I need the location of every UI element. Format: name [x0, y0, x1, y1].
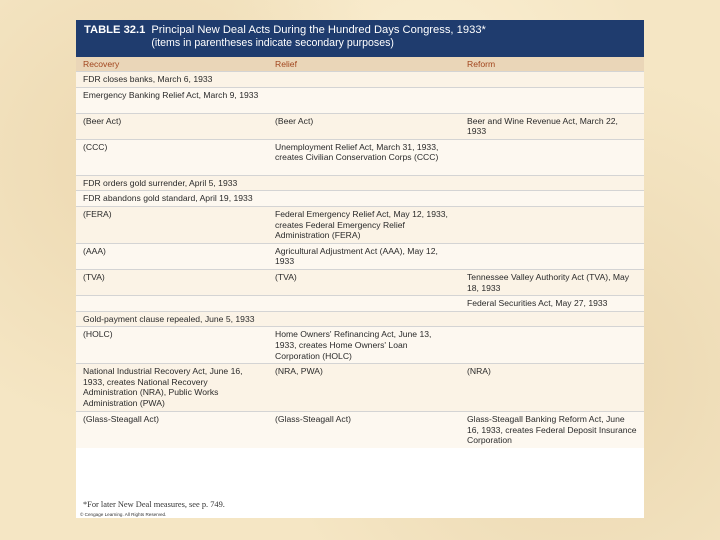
table-cell [460, 206, 644, 243]
new-deal-table [76, 57, 644, 448]
table-cell: Beer and Wine Revenue Act, March 22, 1933 [460, 113, 644, 139]
table-cell: (CCC) [76, 139, 268, 175]
table-row [76, 327, 644, 364]
footnote: *For later New Deal measures, see p. 749. [83, 500, 225, 509]
table-cell: FDR orders gold surrender, April 5, 1933 [76, 175, 268, 191]
table-cell: (Beer Act) [76, 113, 268, 139]
table-row [76, 412, 644, 448]
table-cell: Federal Emergency Relief Act, May 12, 1933, creates Federal Emergency Relief Administration (FERA) [268, 206, 460, 243]
table-title-bar [76, 20, 644, 57]
column-header-relief: Relief [268, 57, 460, 72]
table-row [76, 191, 644, 207]
table-row [76, 175, 644, 191]
table-row [76, 311, 644, 327]
copyright-notice: © Cengage Learning. All Rights Reserved. [80, 512, 167, 517]
table-cell [268, 87, 460, 113]
table-cell [460, 327, 644, 364]
table-cell: Emergency Banking Relief Act, March 9, 1933 [76, 87, 268, 113]
table-subtitle: (items in parentheses indicate secondary purposes) [151, 37, 394, 49]
table-cell: Tennessee Valley Authority Act (TVA), May 18, 1933 [460, 269, 644, 295]
table-cell: (NRA, PWA) [268, 364, 460, 412]
table-cell [460, 175, 644, 191]
table-cell [460, 87, 644, 113]
table-title: Principal New Deal Acts During the Hundred Days Congress, 1933* [151, 24, 486, 36]
table-cell: Gold-payment clause repealed, June 5, 1933 [76, 311, 268, 327]
table-panel [76, 20, 644, 518]
table-body [76, 72, 644, 448]
table-cell [460, 311, 644, 327]
table-cell [460, 139, 644, 175]
table-cell: National Industrial Recovery Act, June 16, 1933, creates National Recovery Administration (NRA), Public Works Administration (PWA) [76, 364, 268, 412]
column-header-recovery: Recovery [76, 57, 268, 72]
table-row [76, 72, 644, 88]
table-number: TABLE 32.1 [84, 24, 146, 36]
table-cell [268, 311, 460, 327]
table-row [76, 243, 644, 269]
table-cell: (AAA) [76, 243, 268, 269]
table-cell: (Glass-Steagall Act) [268, 412, 460, 448]
table-cell: FDR closes banks, March 6, 1933 [76, 72, 268, 88]
table-cell [268, 296, 460, 312]
table-cell: (Glass-Steagall Act) [76, 412, 268, 448]
table-header-row [76, 57, 644, 72]
table-cell: FDR abandons gold standard, April 19, 1933 [76, 191, 268, 207]
table-cell: (HOLC) [76, 327, 268, 364]
table-row [76, 296, 644, 312]
table-cell: Glass-Steagall Banking Reform Act, June 16, 1933, creates Federal Deposit Insurance Corporation [460, 412, 644, 448]
table-cell: Home Owners' Refinancing Act, June 13, 1933, creates Home Owners' Loan Corporation (HOLC) [268, 327, 460, 364]
table-cell: Federal Securities Act, May 27, 1933 [460, 296, 644, 312]
table-row [76, 206, 644, 243]
column-header-reform: Reform [460, 57, 644, 72]
table-row [76, 269, 644, 295]
table-row [76, 87, 644, 113]
table-cell [268, 175, 460, 191]
table-cell [460, 72, 644, 88]
table-cell [268, 191, 460, 207]
table-cell: Unemployment Relief Act, March 31, 1933, creates Civilian Conservation Corps (CCC) [268, 139, 460, 175]
table-cell: (TVA) [268, 269, 460, 295]
table-row [76, 139, 644, 175]
table-cell: (TVA) [76, 269, 268, 295]
table-cell [76, 296, 268, 312]
table-cell [460, 243, 644, 269]
table-cell [268, 72, 460, 88]
table-cell: (NRA) [460, 364, 644, 412]
table-cell [460, 191, 644, 207]
table-row [76, 113, 644, 139]
table-cell: (Beer Act) [268, 113, 460, 139]
table-cell: (FERA) [76, 206, 268, 243]
table-cell: Agricultural Adjustment Act (AAA), May 12, 1933 [268, 243, 460, 269]
table-row [76, 364, 644, 412]
